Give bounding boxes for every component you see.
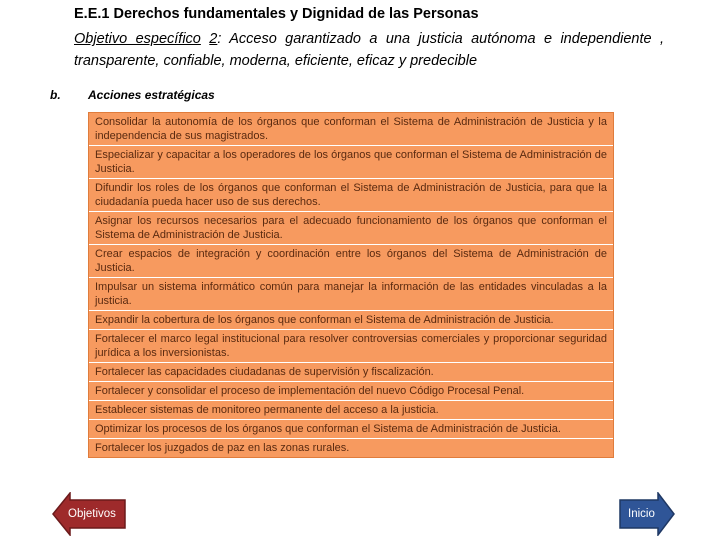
action-row: Establecer sistemas de monitoreo permanente del acceso a la justicia. — [89, 401, 613, 420]
objective-label: Objetivo específico — [74, 31, 201, 47]
inicio-label: Inicio — [628, 508, 655, 520]
objective-number: 2 — [209, 31, 218, 47]
objetivos-button[interactable] — [52, 492, 182, 536]
action-row: Crear espacios de integración y coordinación entre los órganos del Sistema de Administración de Justicia. — [89, 245, 613, 278]
action-row: Optimizar los procesos de los órganos que conforman el Sistema de Administración de Justicia. — [89, 420, 613, 439]
page-title: E.E.1 Derechos fundamentales y Dignidad de las Personas — [74, 6, 479, 22]
action-row: Consolidar la autonomía de los órganos que conforman el Sistema de Administración de Justicia y la independencia de sus magistrados. — [89, 113, 613, 146]
objetivos-label: Objetivos — [68, 508, 116, 520]
action-row: Asignar los recursos necesarios para el adecuado funcionamiento de los órganos que conforman el Sistema de Administración de Justicia. — [89, 212, 613, 245]
section-letter: b. — [50, 88, 61, 102]
action-row: Difundir los roles de los órganos que conforman el Sistema de Administración de Justicia, para que la ciudadanía pueda hacer uso de sus derechos. — [89, 179, 613, 212]
inicio-button[interactable] — [608, 492, 676, 536]
objective-text: : Acceso garantizado a una justicia autónoma e independiente , transparente, confiable, moderna, eficiente, eficaz y predecible — [74, 31, 664, 69]
action-row: Especializar y capacitar a los operadores de los órganos que conforman el Sistema de Administración de Justicia. — [89, 146, 613, 179]
action-row: Fortalecer y consolidar el proceso de implementación del nuevo Código Procesal Penal. — [89, 382, 613, 401]
action-row: Expandir la cobertura de los órganos que conforman el Sistema de Administración de Justicia. — [89, 311, 613, 330]
section-title: Acciones estratégicas — [88, 88, 215, 102]
action-row: Fortalecer las capacidades ciudadanas de supervisión y fiscalización. — [89, 363, 613, 382]
objective-paragraph — [74, 28, 664, 72]
action-row: Impulsar un sistema informático común para manejar la información de las entidades vinculadas a la justicia. — [89, 278, 613, 311]
action-row: Fortalecer los juzgados de paz en las zonas rurales. — [95, 442, 350, 454]
action-row: Fortalecer el marco legal institucional para resolver controversias comerciales y proporcionar seguridad jurídica a los inversionistas. — [89, 330, 613, 363]
actions-table — [88, 112, 614, 458]
